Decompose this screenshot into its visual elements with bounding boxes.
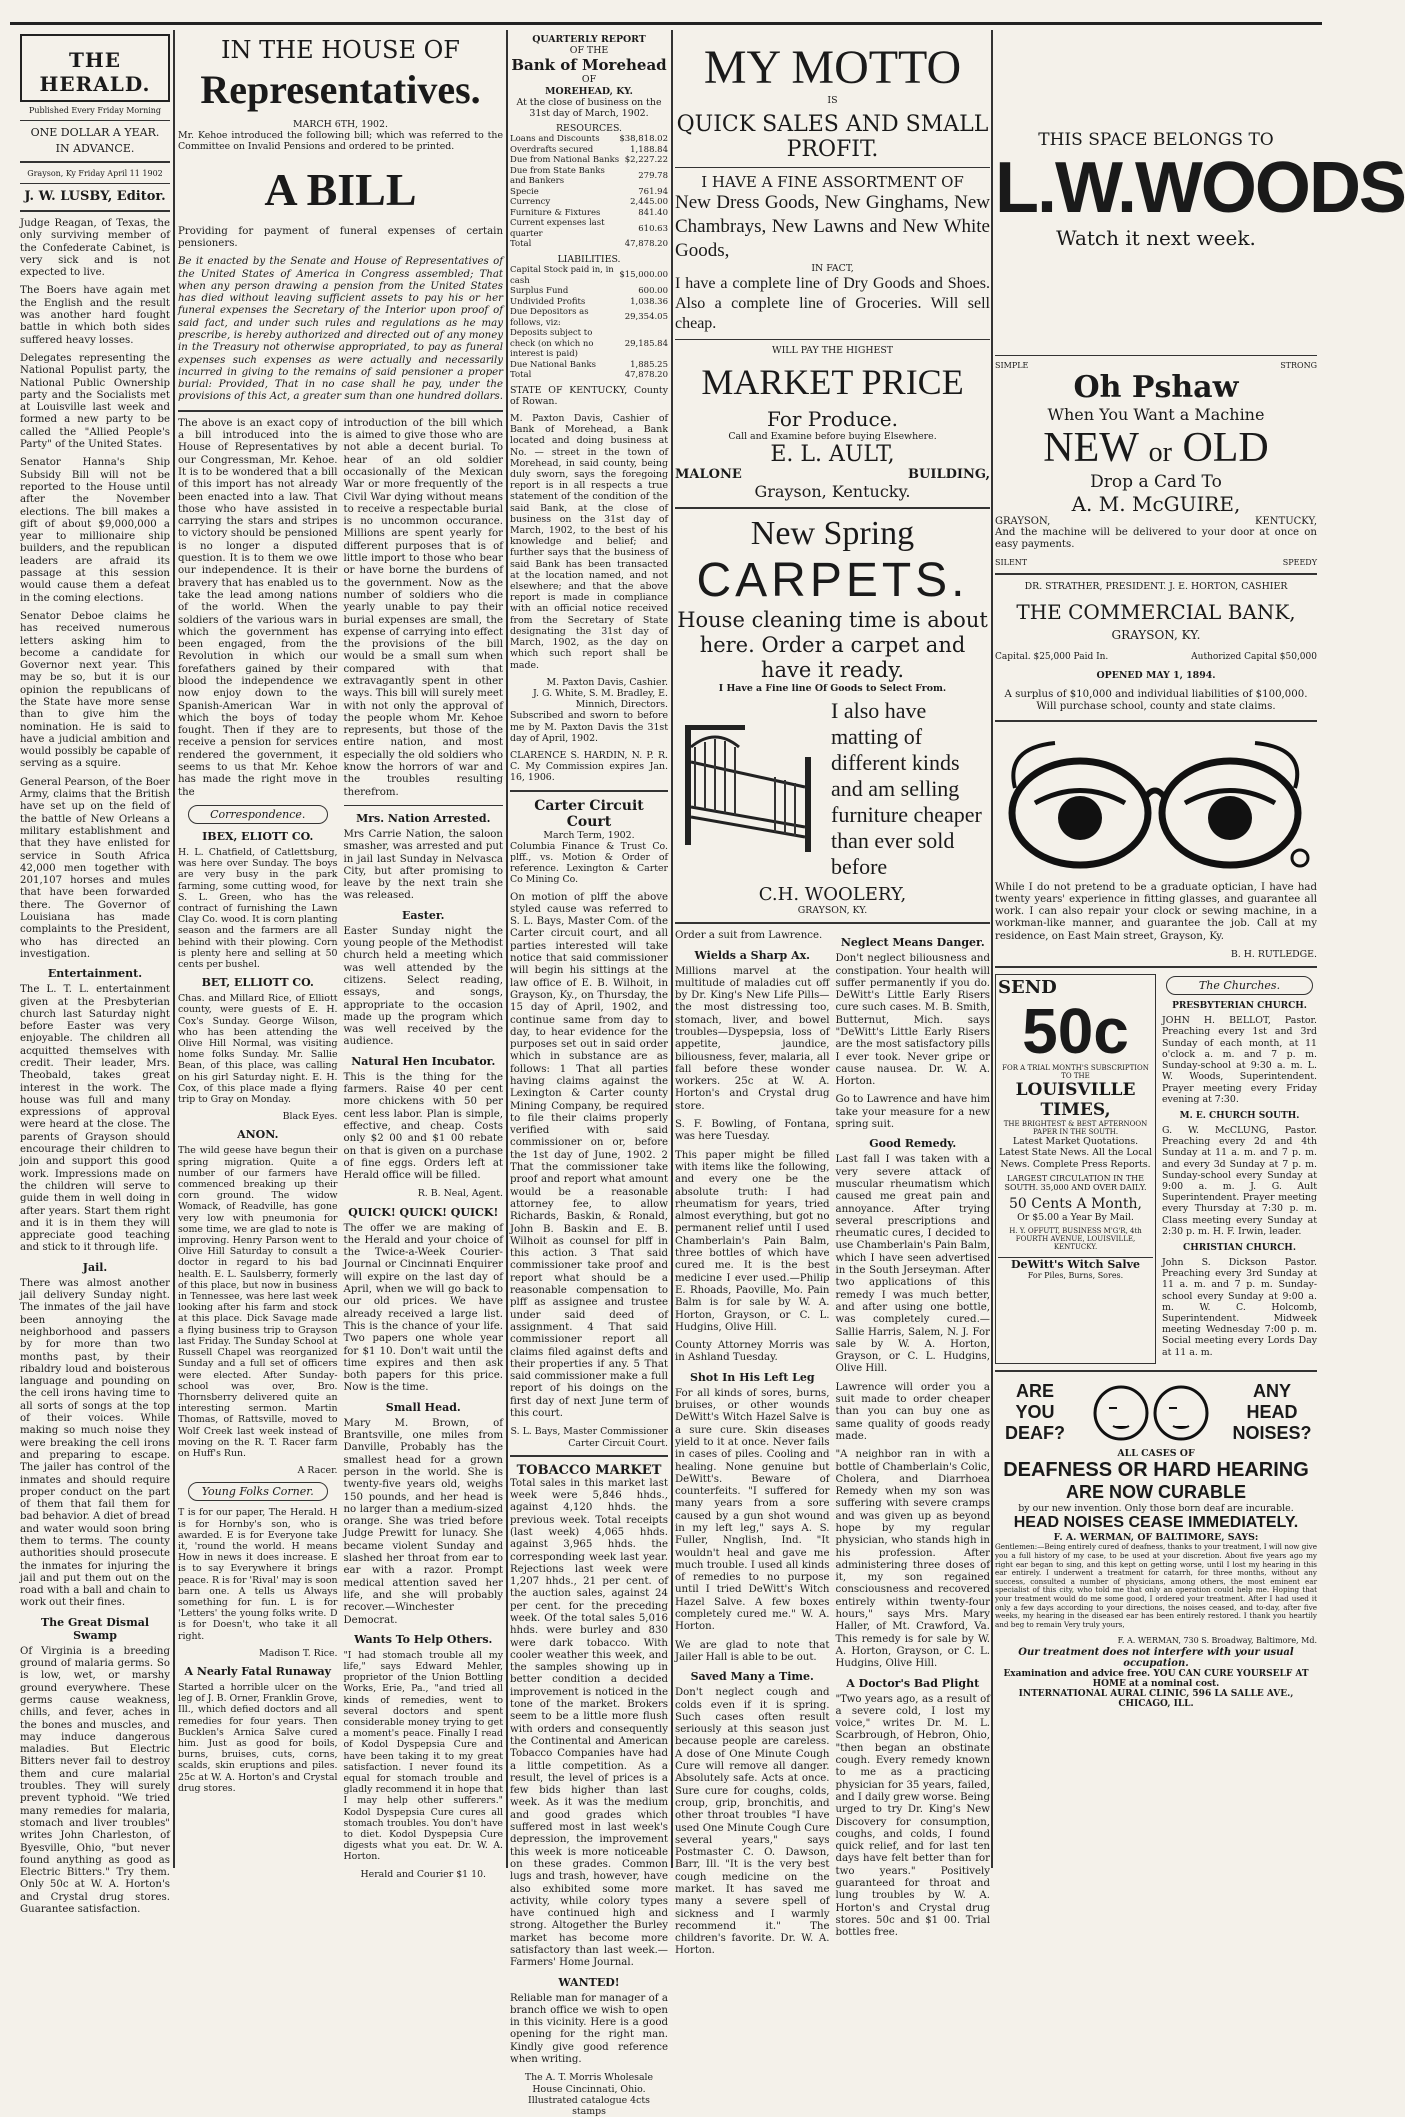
hen-signature: R. B. Neal, Agent. xyxy=(417,1188,503,1200)
catalogue-line: Illustrated catalogue 4cts stamps xyxy=(528,2094,650,2117)
row-label: Surplus Fund xyxy=(510,286,569,297)
table-row xyxy=(510,239,668,250)
news-item: The Boers have again met the English and the result was another hard fought battle in which both sides suffered heavy losses. xyxy=(20,285,170,346)
in-fact: IN FACT, xyxy=(811,263,854,275)
bank-surplus: A surplus of $10,000 and individual liabilities of $100,000. Will purchase school, county and state claims. xyxy=(1004,689,1308,713)
motto-is: IS xyxy=(827,95,838,106)
bed-illustration-icon xyxy=(675,717,825,862)
presbyterian-heading: PRESBYTERIAN CHURCH. xyxy=(1172,1001,1307,1012)
table-row xyxy=(510,370,668,381)
carpets-heading: CARPETS. xyxy=(696,553,969,607)
wanted-headline: WANTED! xyxy=(558,1975,620,1989)
column-rule xyxy=(991,30,993,1868)
market-price: MARKET PRICE xyxy=(701,361,964,402)
wields-article: Millions marvel at the multitude of maladies cut off by Dr. King's New Life Pills—the most distressing too, stomach, liver, and bowel troubles—Dyspepsia, loss of appetite, jaundice, biliousness, fever, malaria, all fall before these wonder workers. 25c at W. A. Horton's and Crystal drug store. xyxy=(675,965,830,1112)
resources-table xyxy=(510,134,668,250)
call-examine: Call and Examine before buying Elsewhere. xyxy=(728,430,937,442)
column-rule xyxy=(173,30,175,1868)
saved-article: Don't neglect cough and colds even if it is spring. Such cases often result seriously at this season just because people are careless. A dose of One Minute Cough Cure will remove all danger. Absolutely safe. Acts at once. Sure cure for coughs, colds, croup, grip, bronchitis, and other throat troubles "I have used One Minute Cough Cure several years," says Postmaster C. O. Dawson, Barr, Ill. "It is the very best cough medicine on the market. It has saved me many a severe spell of sickness and I warmly recommend it." The children's favorite. Dr. W. A. Horton. xyxy=(675,1687,830,1957)
quick-article: The offer we are making of the Herald and your choice of the Twice-a-Week Courier-Journal or Cincinnati Enquirer will expire on the last day of April, when we will go back to our old prices. We have already received a large list. This is the chance of your life. Two papers one whole year for $1 10. Don't wait until the time expires and then ask both papers for this price. Now is the time. xyxy=(343,1222,503,1394)
times-month: 50 Cents A Month, xyxy=(1009,1195,1142,1212)
christian-schedule: John S. Dickson Pastor. Preaching every 3rd Sunday at 11 a. m. and 7 p. m. Sunday-school every Sunday at 9:00 a. m. W. C. Holcomb, Superintendent. Midweek meeting Wednesday 7:00 p. m. Social meeting every Lords Day at 11 a. m. xyxy=(1162,1256,1317,1358)
silent-label: SILENT xyxy=(995,557,1028,567)
young-folks-signature: Madison T. Rice. xyxy=(259,1647,338,1659)
ault-name: E. L. AULT, xyxy=(770,441,895,467)
dress-goods: New Dress Goods, New Ginghams, New Chambrays, New Lawns and New White Goods, xyxy=(675,192,990,262)
times-year: Or $5.00 a Year By Mail. xyxy=(1017,1211,1134,1223)
row-label: Currency xyxy=(510,197,551,208)
table-row xyxy=(510,155,668,166)
fine-line: I Have a Fine line Of Goods to Select From. xyxy=(718,682,947,694)
oh-pshaw: Oh Pshaw xyxy=(1073,370,1239,405)
table-row xyxy=(510,265,668,286)
doctor-article: "Two years ago, as a result of a severe cold, I lost my voice," writes Dr. M. L. Scarbrough, of Hebron, Ohio, "then began an obstinate cough. Every remedy known to me as a practicing physician for 35 years, failed, and I daily grew worse. Being urged to try Dr. King's New Discovery for consumption, coughs, and colds, I found quick relief, and for last ten days have felt better than for two years." Positively guaranteed for throat and lung troubles by W. A. Horton's and Crystal drug stores. 50c and $1 00. Trial bottles free. xyxy=(835,1693,990,1939)
small-head-article: Mary M. Brown, of Brantsville, one miles from Danville, Probably has the smallest head for a grown person in the world. She is twenty-five years old, weighs 150 pounds, and her head is no larger than a medium-sized orange. She was tried before Judge Prewitt for lunacy. She became violent Sunday and slashed her throat from ear to ear with a razor. Prompt medical attention saved her life, and she will probably recover.—Winchester Democrat. xyxy=(343,1417,503,1626)
report-date: At the close of business on the 31st day of March, 1902. xyxy=(516,96,662,120)
table-row xyxy=(510,208,668,219)
fifty-cents: 50c xyxy=(1022,995,1129,1068)
table-row xyxy=(510,307,668,328)
woods-name: L.W.WOODS xyxy=(995,148,1405,228)
treatment-note: Our treatment does not interfere with your usual occupation. xyxy=(1018,1646,1294,1669)
row-label: Total xyxy=(510,370,532,381)
presbyterian-schedule: JOHN H. BELLOT, Pastor. Preaching every 1st and 3rd Sunday of each month, at 11 o'clock a. m. and 7 p. m. Sunday-school at 9:30 a. m. L. W. Woods, Superintendent. Prayer meeting every Friday evening at 7:30. xyxy=(1162,1015,1317,1105)
rutledge-signature: B. H. RUTLEDGE. xyxy=(1230,949,1317,961)
row-value: $38,818.02 xyxy=(619,134,668,145)
strong-label: STRONG xyxy=(1280,361,1317,370)
capital-paid: Capital. $25,000 Paid In. xyxy=(995,651,1109,662)
row-value: 1,038.36 xyxy=(630,296,668,307)
row-label: Total xyxy=(510,239,532,250)
assortment-heading: I HAVE A FINE ASSORTMENT OF xyxy=(701,173,964,192)
order-line: Lawrence will order you a suit made to order cheaper than you can buy one as same quality of goods ready made. xyxy=(835,1381,990,1442)
dateline: Grayson, Ky Friday April 11 1902 xyxy=(27,169,163,178)
anon-news: The wild geese have begun their spring migration. Quite a number of our farmers have commenced breaking up their corn ground. The widow Womack, of Readville, has gone very low with pneumonia for some time, we are glad to note is improving. Henry Parson went to Olive Hill Saturday to consult a doctor in regard to his bad health. E. L. Saulsberry, formerly of this place, but now in business in Tennessee, was here last week looking after his farm and stock at this place. Dick Savage made a flying business trip to Grayson last Friday. The Sunday School at Russell Chapel was reorganized Sunday and a full set of officers were elected. After Sunday-school was over, Bro. Thornsberry delivered quite an interesting sermon. Martin Thomas, of Rattsville, moved to Wolf Creek last week instead of moving on the R. T. Racer farm on Huff's Run. xyxy=(178,1145,338,1459)
representatives-heading: Representatives. xyxy=(200,67,481,112)
mcguire-state: KENTUCKY, xyxy=(1255,516,1317,527)
now-curable: ARE NOW CURABLE xyxy=(1066,1481,1246,1502)
any-head-noises: ANY HEAD NOISES? xyxy=(1232,1381,1312,1444)
bank-of: OF xyxy=(581,74,597,86)
mcguire-name: A. M. McGUIRE, xyxy=(1071,492,1241,516)
news-item: General Pearson, of the Boer Army, claims that the British have set up on the field of the battle of New Orleans a military establishment and that they have enlisted for service in South Africa 42,000 men together with 201,107 horses and mules that have been forwarded there. The Governor of Louisiana has made complaints to the President, who has directed an investigation. xyxy=(20,776,170,960)
are-you-deaf: ARE YOU DEAF? xyxy=(1005,1381,1065,1444)
bank-name: Bank of Morehead xyxy=(511,56,667,75)
resources-heading: RESOURCES. xyxy=(555,123,623,135)
young-folks-poem: T is for our paper, The Herald. H is for Hornby's son, who is awarded. E is for Everyone take it, 'round the world. H means How in news it does increase. E is to say Everywhere it brings peace. R is for 'Rival' may is soon barn one. A tells us Always something for fun. L is for 'Letters' the young folks write. D is for Doesn't, who take it all right. xyxy=(178,1507,338,1642)
carter-signature: S. L. Bays, Master Commissioner Carter Circuit Court. xyxy=(510,1426,668,1449)
column-herald xyxy=(20,30,170,1915)
masthead-title: THE HERALD. xyxy=(39,48,151,96)
row-label: Due National Banks xyxy=(510,359,597,370)
good-remedy-article: Last fall I was taken with a very severe attack of muscular rheumatism which caused me great pain and annoyance. After trying several prescriptions and rheumatic cures, I decided to use Chamberlain's Pain Balm, which I have seen advertised in the South Jerseyman. After two applications of this remedy I was much better, and after using one bottle, was completely cured.—Sallie Harris, Salem, N. J. For sale by W. A. Horton, Grayson, or C. L. Hudgins, Olive Hill. xyxy=(835,1154,990,1375)
trial-subscription: FOR A TRIAL MONTH'S SUBSCRIPTION TO THE xyxy=(1002,1064,1149,1081)
saved-headline: Saved Many a Time. xyxy=(690,1670,814,1684)
subscription-terms: IN ADVANCE. xyxy=(55,142,135,155)
when-machine: When You Want a Machine xyxy=(1047,405,1265,424)
neighbor-article: "A neighbor ran in with a bottle of Chamberlain's Colic, Cholera, and Diarrhoea Remedy when my son was suffering with severe cramps and was given up as beyond hope by my regular physician, who stands high in his profession. After administering three doses of it, my son regained consciousness and recovered entirely within twenty-four hours," says Mrs. Mary Haller, of Mt. Crawford, Va. This remedy is for sale by W. A. Horton, Grayson, or C. L. Hudgins, Olive Hill. xyxy=(835,1449,990,1670)
will-pay: WILL PAY THE HIGHEST xyxy=(771,345,894,357)
cashier-signature: M. Paxton Davis, Cashier. xyxy=(546,676,668,688)
jail-article: There was almost another jail delivery Sunday night. The inmates of the jail have been annoying the neighborhood and passers by for more than two months past, by their ribaldry loud and boisterous language and pounding on the cell irons having time to all sorts of songs at the top of their voices. While making so much noise they were breaking the cell irons and preparing to escape. The jailer has control of the inmates and should require proper conduct on the part of them that fail them for bad behavior. A diet of bread and water would soon bring them to terms. The county authorities should prosecute the inmates for injuring the jail and put them out on the road with a ball and chain to work out their fines. xyxy=(20,1277,170,1609)
delivery-terms: And the machine will be delivered to your door at once on easy payments. xyxy=(995,527,1317,551)
hen-article: This is the thing for the farmers. Raise 40 per cent more chickens with 50 per cent less labor. Plan is simple, effective, and cheap. Costs only $2 00 and $1 00 rebate on that is given on a purchase of fine eggs. Orders left at Herald office will be filled. xyxy=(343,1071,503,1182)
row-value: $2,227.22 xyxy=(624,155,668,166)
table-row xyxy=(510,145,668,156)
spectacles-icon xyxy=(995,728,1315,878)
table-row xyxy=(510,286,668,297)
nation-article: Mrs Carrie Nation, the saloon smasher, was arrested and put in jail last Sunday in Nelvasca City, but after promising to leave by the next train she was released. xyxy=(343,828,503,902)
row-value: 29,354.05 xyxy=(624,312,668,323)
spring-heading: New Spring xyxy=(750,514,915,552)
neglect-article: Don't neglect biliousness and constipation. Your health will suffer permanently if you do. DeWitt's Little Early Risers cure such cases. M. B. Smith, Butternut, Mich. says "DeWitt's Little Early Risers are the most satisfactory pills I ever took. Never gripe or cause nausea. Dr. W. A. Horton. xyxy=(835,953,990,1088)
deafness-heading: DEAFNESS OR HARD HEARING xyxy=(1003,1458,1309,1481)
published-line: Published Every Friday Morning xyxy=(28,106,162,115)
head-noises-illustration-icon xyxy=(1081,1378,1221,1448)
easter-article: Easter Sunday night the young people of the Methodist church held a meeting which was well attended by the citizens. Select reading, essays, and songs, appropriate to the occasion made up the program which was well received by the audience. xyxy=(343,925,503,1048)
swamp-headline: The Great Dismal Swamp xyxy=(40,1615,150,1642)
runaway-headline: A Nearly Fatal Runaway xyxy=(184,1664,332,1678)
offutt-address: H. Y. OFFUTT, BUSINESS M'G'R, 4th FOURTH AVENUE, LOUISVILLE, KENTUCKY. xyxy=(1009,1227,1142,1252)
tobacco-article: Total sales in this market last week were 5,846 hhds., against 4,120 hhds. the previous week. Total receipts (last week) 4,065 hhds. against 3,965 hhds. the corresponding week last year. Rejections last week were 1,207 hhds., 21 per cent. of the auction sales, against 24 per cent. for the preceding week. Of the total sales 5,016 hhds. were burley and 830 were dark tobacco. With cooler weather this week, and the samples showing up in better condition a decided improvement is noticed in the tone of the market. Brokers seem to be a little more flush with orders and consequently the Continental and American Tobacco Companies have had a little competition. As a result, the level of prices is a few bids higher than last week. As it was the medium and good grades which suffered most in last week's depression, the improvement this week is more noticeable on these grades. Common lugs and trash, however, have also exhibited some more activity, while colory types have continued high and strong. Altogether the Burley market has become more satisfactory than last week.—Farmers' Home Journal. xyxy=(510,1477,668,1969)
table-row xyxy=(510,187,668,198)
complete-line: I have a complete line of Dry Goods and Shoes. Also a complete line of Groceries. Will sell cheap. xyxy=(675,275,990,333)
anon-signature: A Racer. xyxy=(297,1465,338,1477)
row-label: Loans and Discounts xyxy=(510,134,600,145)
row-label: Overdrafts secured xyxy=(510,144,594,155)
bill-enactment: Be it enacted by the Senate and House of Representatives of the United States of America in Congress assembled; That when any person drawing a pension from the United States has died without leaving sufficient assets to pay his or her funeral expenses the Secretary of the Interior upon proof of said fact, and under such rules and regulations as he may prescribe, is hereby authorized and directed out of any money in the Treasury not otherwise appropriated, to pay as funeral expenses such expenses as were actually and necessarily incurred in giving to the remains of said pensioner a proper burial: Provided, That in no case shall he pay, under the provisions of this Act, a greater sum than one hundred dollars. xyxy=(178,256,504,403)
hen-headline: Natural Hen Incubator. xyxy=(351,1054,496,1068)
entertainment-headline: Entertainment. xyxy=(47,967,143,981)
swamp-article: Of Virginia is a breeding ground of malaria germs. So is low, wet, or marshy ground everywhere. These germs cause weakness, chills, and fever, aches in the bones and muscles, and may induce dangerous maladies. But Electric Bitters never fail to destroy them and cure malarial troubles. They will surely prevent typhoid. "We tried many remedies for malaria, stomach and liver troubles" writes John Charleston, of Byesville, Ohio, "but never found anything as good as Electric Bitters." Try them. Only 50c at W. A. Horton's and Crystal drug stores. Guarantee satisfaction. xyxy=(20,1645,170,1915)
nation-headline: Mrs. Nation Arrested. xyxy=(356,811,491,825)
ibex-news: H. L. Chatfield, of Catlettsburg, was here over Sunday. The boys are very busy in the park farming, some cutting wood, for S. L. Green, who has the contract of furnishing the Lawn Clay Co. wood. It is corn planting season and the farmers are all behind with their plowing. Corn is plenty here and selling at 50 cents per bushel. xyxy=(178,846,338,970)
news-item: Judge Reagan, of Texas, the only surviving member of the Confederate Cabinet, is very sick and is not expected to live. xyxy=(20,218,170,279)
woolery-place: GRAYSON, KY. xyxy=(797,905,868,917)
subscription-price: ONE DOLLAR A YEAR. xyxy=(30,126,160,139)
row-value: 279.78 xyxy=(638,171,668,182)
optician-notice: While I do not pretend to be a graduate optician, I have had twenty years' experience in fitting glasses, and guarantee all work. I can also repair your clock or sewing machine, in a workman-like manner, and guarantee the job. Call at my residence, on East Main street, Grayson, Ky. xyxy=(995,881,1317,942)
ault-place: Grayson, Kentucky. xyxy=(754,481,911,501)
table-row xyxy=(510,328,668,360)
row-label: Capital Stock paid in, in cash xyxy=(510,265,614,286)
doctor-headline: A Doctor's Bad Plight xyxy=(846,1676,980,1690)
entertainment-article: The L. T. L. entertainment given at the Presbyterian church last Saturday night before Easter was very enjoyable. The children all acquitted themselves with credit. Their leader, Mrs. Theobald, takes great interest in the work. The house was full and many expressions of approval were heard at the close. The parents of Grayson should encourage their children to join and support this good work. Impressions made on the children will serve to guide them in well doing in after years. Start them right and it is in them they will appreciate good teaching and stick to it through life. xyxy=(20,984,170,1254)
times-circulation: LARGEST CIRCULATION IN THE SOUTH. 35,000 AND OVER DAILY. xyxy=(1004,1173,1147,1192)
motto-quick-sales: QUICK SALES AND SMALL PROFIT. xyxy=(676,112,989,163)
carter-term: March Term, 1902. xyxy=(543,829,635,841)
row-value: 47,878.20 xyxy=(624,370,668,381)
wields-headline: Wields a Sharp Ax. xyxy=(694,948,810,962)
courier-offer: Herald and Courier $1 10. xyxy=(360,1868,487,1880)
anon-headline: ANON. xyxy=(237,1128,279,1142)
table-row xyxy=(510,297,668,308)
lawrence-line: Order a suit from Lawrence. xyxy=(675,930,823,942)
attorney-line: County Attorney Morris was in Ashland Tuesday. xyxy=(675,1340,830,1364)
row-value: $15,000.00 xyxy=(619,270,668,281)
or-word: or xyxy=(1148,437,1172,468)
quick-headline: QUICK! QUICK! QUICK! xyxy=(348,1205,499,1219)
row-value: 610.63 xyxy=(638,223,668,234)
wanted-signature: The A. T. Morris Wholesale House Cincinnati, Ohio. xyxy=(524,2072,654,2095)
bill-date: MARCH 6TH, 1902. xyxy=(293,119,388,130)
house-heading: IN THE HOUSE OF xyxy=(221,36,460,64)
dewitt-uses: For Piles, Burns, Sores. xyxy=(1027,1271,1124,1281)
news-item: Senator Deboe claims he has received numerous letters asking him to become a candidate for Governor next year. This may be so, but it is our opinion the republicans of the State have more sense than to give him the nomination. He is said to have a judicial ambition and would possibly be capable of serving as a squire. xyxy=(20,610,170,770)
row-value: 761.94 xyxy=(638,186,668,197)
correspondence-heading: Correspondence. xyxy=(188,805,328,824)
row-label: Due Depositors as follows, viz: xyxy=(510,307,589,328)
carter-court-heading: Carter Circuit Court xyxy=(534,797,644,830)
tobacco-headline: TOBACCO MARKET xyxy=(516,1462,662,1478)
hall-line: We are glad to note that Jailer Hall is able to be out. xyxy=(675,1639,830,1663)
column-house xyxy=(178,30,504,1880)
liabilities-table xyxy=(510,265,668,381)
commercial-bank-place: GRAYSON, KY. xyxy=(1111,627,1201,642)
simple-label: SIMPLE xyxy=(995,361,1029,370)
bank-officers: DR. STRATHER, PRESIDENT. J. E. HORTON, CASHIER xyxy=(1024,580,1288,592)
send-word: SEND xyxy=(998,977,1057,999)
row-value: 841.40 xyxy=(638,207,668,218)
state-county: STATE OF KENTUCKY, County of Rowan. xyxy=(510,384,668,407)
row-value: 2,445.00 xyxy=(630,197,668,208)
row-value: 47,878.20 xyxy=(624,239,668,250)
wanted-ad: Reliable man for manager of a branch office we wish to open in this vicinity. Here is a good opening for the right man. Kindly give good reference when writing. xyxy=(510,1992,668,2066)
notary-line: CLARENCE S. HARDIN, N. P. R. C. My Commission expires Jan. 16, 1906. xyxy=(510,749,668,784)
bank-directors: J. G. White, S. M. Bradley, E. Minnich, Directors. xyxy=(533,687,668,711)
cleaning-time: House cleaning time is about here. Order a carpet and have it ready. xyxy=(677,607,988,682)
measure-line: Go to Lawrence and have him take your measure for a new spring suit. xyxy=(835,1094,990,1131)
subscribed-line: Subscribed and sworn to before me by M. Paxton Davis the 31st day of April, 1902. xyxy=(510,710,668,744)
column-rule xyxy=(671,30,673,1868)
bet-news: Chas. and Millard Rice, of Elliott county, were guests of E. H. Cox's Sunday. George Wilson, who has been attending the Olive Hill Normal, was visiting home folks Sunday. Mr. Sallie Bean, of this place, was calling on his girl Saturday night. E. H. Cox, of this place made a flying trip to Gray on Monday. xyxy=(178,993,338,1106)
liabilities-heading: LIABILITIES. xyxy=(557,253,621,265)
examination-note: Examination and advice free. YOU CAN CURE YOURSELF AT HOME at a nominal cost. xyxy=(1003,1668,1309,1689)
drop-card: Drop a Card To xyxy=(1090,472,1222,492)
shot-article: For all kinds of sores, burns, bruises, or other wounds DeWitt's Witch Hazel Salve is a sure cure. Skin diseases yield to it at once. Never fails in cases of piles. Cooling and healing. None genuine but DeWitt's. Beware of counterfeits. "I suffered for many years from a sore caused by a gun shot wound in my left leg," says A. S. Fuller, Nnglish, Ind. "It wouldn't heal and gave me much trouble. I used all kinds of remedies to no purpose until I tried DeWitt's Witch Hazel Salve. A few boxes completely cured me." W. A. Horton. xyxy=(675,1387,830,1633)
motto-heading: MY MOTTO xyxy=(703,41,962,94)
shot-headline: Shot In His Left Leg xyxy=(689,1370,815,1384)
row-value: 1,188.84 xyxy=(630,144,668,155)
row-label: Undivided Profits xyxy=(510,296,586,307)
row-label: Deposits subject to check (on which no interest is paid) xyxy=(510,328,594,360)
paper-items: This paper might be filled with items like the following, and every one be the absolute truth: I had rheumatism for years, tried almost everything, but got no permanent relief until I used Chamberlain's Pain Balm, three bottles of which have cured me. It is the best medicine I ever used.—Philip E. Rhoads, Paoville, Mo. Pain Balm is for sale by W. A. Horton, Grayson, or C. L. Hudgins, Olive Hill. xyxy=(675,1149,830,1333)
cashier-oath: M. Paxton Davis, Cashier of Bank of Morehead, a Bank located and doing business at No. — street in the town of Morehead, in said county, being duly sworn, says the foregoing report is in all respects a true statement of the condition of the said Bank, at the close of business on the 31st day of March, 1902, to the best of his knowledge and belief; and further says that the business of said Bank has been transacted at the location named, and not elsewhere; and that the above report is made in compliance with an official notice received from the Secretary of State designating the 31st day of March, 1902, as the day on which such report shall be made. xyxy=(510,413,668,671)
ibex-headline: IBEX, ELIOTT CO. xyxy=(202,829,314,843)
row-value: 600.00 xyxy=(638,286,668,297)
head-noises-cease: HEAD NOISES CEASE IMMEDIATELY. xyxy=(1013,1514,1299,1532)
carter-case: Columbia Finance & Trust Co. plff., vs. Motion & Order of reference. Lexington & Carter Co Mining Co. xyxy=(510,840,668,886)
table-row xyxy=(510,197,668,208)
building-label: BUILDING, xyxy=(908,466,990,482)
times-features: Latest Market Quotations. Latest State News. All the Local News. Complete Press Reports. xyxy=(998,1136,1153,1170)
editor-line: J. W. LUSBY, Editor. xyxy=(24,189,166,204)
wants-headline: Wants To Help Others. xyxy=(354,1632,493,1646)
fontana-line: S. F. Bowling, of Fontana, was here Tuesday. xyxy=(675,1119,830,1143)
speedy-label: SPEEDY xyxy=(1282,557,1317,567)
column-right-ads xyxy=(995,30,1405,1868)
woolery-name: C.H. WOOLERY, xyxy=(758,884,907,906)
table-row xyxy=(510,134,668,145)
news-item: Delegates representing the National Populist party, the National Public Ownership party and the Socialists met at Louisville last week and formed a new party to be called the "Allied People's Party" of the United States. xyxy=(20,352,170,451)
brightest-paper: THE BRIGHTEST & BEST AFTERNOON PAPER IN THE SOUTH. xyxy=(1003,1120,1148,1137)
column-ads xyxy=(675,30,990,1957)
for-produce: For Produce. xyxy=(767,406,898,431)
bill-intro: Mr. Kehoe introduced the following bill; which was referred to the Committee on Invalid Pensions and ordered to be printed. xyxy=(178,130,503,153)
row-label: Due from State Banks and Bankers xyxy=(510,165,605,187)
churches-heading: The Churches. xyxy=(1166,976,1313,995)
neglect-headline: Neglect Means Danger. xyxy=(840,936,985,950)
small-head-headline: Small Head. xyxy=(385,1400,461,1414)
bank-place: MOREHEAD, KY. xyxy=(545,85,633,97)
carter-notice: On motion of plff the above styled cause was referred to S. L. Bays, Master Com. of the Carter circuit court, and all parties interested will take notice that said commissioner will begin his sittings at the law office of E. B. Wilhoit, in Grayson, Ky., on Thursday, the 15 day of April, 1902, and continue same from day to day, to hear evidence for the purposes set out in said order which in substance are as follows: 1 That all parties having claims against the Lexington & Carter county Mining Company, be required to file their claims properly verified with said commissioner on or, before the 1st day of June, 1902. 2 That the commissioner take proof and report what amount would be a reasonable attorney fee, to allow Richards, Baskin, & Ronald, John B. Baskin and E. B. Wilhoit as counsel for plff in this action. 3 That said commissioner take proof and report what should be a reasonable compensation to plff as assignee and trustee under said deed of assignment. 4 That said commissioner report all claims filed against defts and their properties if any. 5 That said commissioner make a full report of his doings on the first day of next June term of this court. xyxy=(510,891,668,1420)
mcguire-town: GRAYSON, xyxy=(995,516,1051,527)
table-row xyxy=(510,360,668,371)
table-row xyxy=(510,166,668,187)
commercial-bank-name: THE COMMERCIAL BANK, xyxy=(1016,599,1296,624)
dewitt-salve: DeWitt's Witch Salve xyxy=(998,1257,1153,1271)
christian-heading: CHRISTIAN CHURCH. xyxy=(1183,1242,1296,1253)
column-bank xyxy=(510,30,668,2117)
row-label: Furniture & Fixtures xyxy=(510,207,601,218)
row-label: Current expenses last quarter xyxy=(510,218,605,239)
young-folks-heading: Young Folks Corner. xyxy=(188,1482,328,1501)
row-label: Due from National Banks xyxy=(510,155,620,166)
new-word: NEW xyxy=(1043,425,1139,471)
old-word: OLD xyxy=(1182,425,1269,471)
space-belongs: THIS SPACE BELONGS TO xyxy=(1038,130,1274,150)
top-rule xyxy=(10,22,1322,25)
editorial-left: The above is an exact copy of a bill introduced into the House of Representatives by our Congressman, Mr. Kehoe. It is to be wondered that a bill of this import has not already been enacted into a law. That those who have assisted in carrying the stars and stripes to victory should be pensioned is no longer a disputed question. It is to them we owe our independence. It is their bravery that has enabled us to take the lead among nations of the world. When the soldiers of the various wars in which the government has been engaged, from the Revolution in which our forefathers gained by their blood the independence we now enjoy down to the Spanish-American War in which the boys of today fought. Then if they are to receive a pension for services rendered the government, it seems to us that Mr. Kehoe has made the right move in the xyxy=(178,417,338,798)
bet-headline: BET, ELLIOTT CO. xyxy=(201,976,314,990)
report-heading: QUARTERLY REPORT xyxy=(532,34,646,45)
methodist-schedule: G. W. McCLUNG, Pastor. Preaching every 2d and 4th Sunday at 11 a. m. and 7 p. m. and every 3d Sunday at 7 p. m. Sunday-school every Sunday at 9:00 a. m. J. G. Ault Superintendent. Prayer meeting every Thursday at 7:30 p. m. Class meeting every Sunday at 2:30 p. m. H. F. Irwin, leader. xyxy=(1162,1124,1317,1237)
furniture-offer: I also have matting of different kinds and am selling furniture cheaper than ever sold before xyxy=(831,698,982,880)
watch-next-week: Watch it next week. xyxy=(1056,226,1256,250)
column-rule xyxy=(506,30,508,1868)
clinic-address: INTERNATIONAL AURAL CLINIC, 596 LA SALLE AVE., CHICAGO, ILL. xyxy=(1018,1688,1294,1709)
bet-signature: Black Eyes. xyxy=(282,1111,338,1123)
editorial-right: introduction of the bill which is aimed to give those who are not able a decent burial. To hear of an old soldier occasionally of the Mexican War or more frequently of the Civil War dying without means to receive a respectable burial is no uncommon occurance. Millions are spent yearly for different purposes that is of little import to those who bear or have borne the burdens of the government. Now as the number of soldiers who die yearly unable to pay their burial expenses are small, the expense of carrying into effect the provisions of the bill would be a small sum when compared with that extravagantly spent in other ways. This bill will surely meet with not only the approval of the people whom Mr. Kehoe represents, but those of the entire nation, and most especially the old soldiers who know the horrors of war and the troubles resulting therefrom. xyxy=(343,417,503,798)
good-remedy-headline: Good Remedy. xyxy=(869,1137,957,1151)
row-value: 1,885.25 xyxy=(630,359,668,370)
malone-label: MALONE xyxy=(675,466,742,482)
jail-headline: Jail. xyxy=(82,1260,108,1274)
methodist-heading: M. E. CHURCH SOUTH. xyxy=(1179,1110,1300,1121)
capital-authorized: Authorized Capital $50,000 xyxy=(1191,651,1317,662)
opened-date: OPENED MAY 1, 1894. xyxy=(1096,669,1216,681)
report-of: OF THE xyxy=(569,45,609,57)
louisville-times: LOUISVILLE TIMES, xyxy=(1015,1080,1136,1121)
bill-heading: A BILL xyxy=(264,163,417,215)
bill-purpose: Providing for payment of funeral expenses of certain pensioners. xyxy=(178,225,503,249)
row-value: 29,185.84 xyxy=(624,338,668,349)
werman-testimony: Gentlemen:—Being entirely cured of deafness, thanks to your treatment, I will now give you a full history of my case, to be used at your discretion. About five years ago my right ear began to sing, and this kept on getting worse, until I lost my hearing in this ear entirely. I underwent a treatment for catarrh, for three months, without any success, consulted a number of physicians, among others, the most eminent ear specialist of this city, who told me that only an operation could help me. Hoping that your treatment would do me some good, I ordered your treatment. After I had used it only a few days according to your directions, the noises ceased, and to-day, after five weeks, my hearing in the diseased ear has been entirely restored. I thank you heartily and beg to remain Very truly yours, xyxy=(995,1542,1317,1629)
werman-signature: F. A. WERMAN, 730 S. Broadway, Baltimore, Md. xyxy=(1117,1636,1317,1646)
runaway-article: Started a horrible ulcer on the leg of J. B. Orner, Franklin Grove, Ill., which defied doctors and all remedies for four years. Then Bucklen's Arnica Salve cured him. Just as good for boils, burns, bruises, cuts, corns, scalds, skin eruptions and piles. 25c at W. A. Horton's and Crystal drug stores. xyxy=(178,1681,338,1794)
table-row xyxy=(510,218,668,239)
all-cases: ALL CASES OF xyxy=(1117,1447,1195,1459)
row-label: Specie xyxy=(510,186,539,197)
werman-says: F. A. WERMAN, OF BALTIMORE, SAYS: xyxy=(1053,1532,1259,1544)
new-invention: by our new invention. Only those born deaf are incurable. xyxy=(1018,1502,1294,1514)
wants-article: "I had stomach trouble all my life," says Edward Mehler, proprietor of the Union Bottling Works, Erie, Pa., "and tried all kinds of remedies, went to several doctors and spent considerable money trying to get a moment's peace. Finally I read of Kodol Dyspepsia Cure and have been taking it to my great satisfaction. I never found its equal for stomach trouble and gladly recommend it in hope that I may help other sufferers." Kodol Dyspepsia Cure cures all stomach troubles. You don't have to diet. Kodol Dyspepsia Cure digests what you eat. Dr. W. A. Horton. xyxy=(343,1649,503,1863)
news-item: Senator Hanna's Ship Subsidy Bill will not be reported to the House until after the November elections. The bill makes a gift of about $9,000,000 a year to millionaire ship builders, and the republican leaders are afraid its passage at this session would cause them a defeat in the coming elections. xyxy=(20,457,170,604)
easter-headline: Easter. xyxy=(402,908,445,922)
